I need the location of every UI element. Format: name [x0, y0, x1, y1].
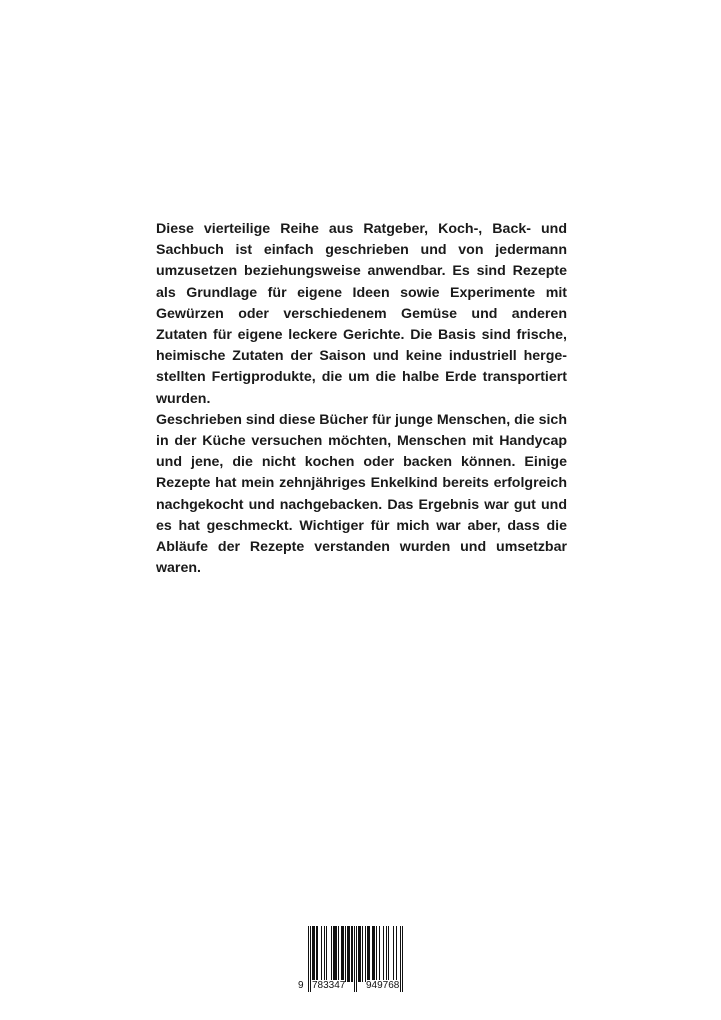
barcode-bar — [372, 926, 373, 982]
barcode-bar — [358, 926, 359, 982]
barcode-bar — [365, 926, 366, 982]
barcode-bar — [360, 926, 361, 982]
blurb-paragraph-1: Diese vierteilige Reihe aus Ratgeber, Koch-, Back- und Sachbuch ist einfach geschrieben und von jedermann umzusetzen beziehungsweise anwendbar. Es sind Rezepte als Grundlage für eigene Ideen sowie Experimente mit Gewürzen oder verschiedenem Gemüse und anderen Zutaten für eigene leckere Gerichte. Die Basis sind frische, heimische Zutaten der Saison und keine industriell hergestellten Fertigprodukte, die um die halbe Erde transportiert wurden. — [156, 221, 567, 407]
barcode-bar — [342, 926, 343, 982]
barcode-bar — [334, 926, 335, 982]
barcode-bar — [326, 926, 327, 982]
barcode-bar — [324, 926, 325, 982]
barcode-bar — [312, 926, 313, 982]
barcode-bar — [317, 926, 318, 982]
barcode-bar — [396, 926, 397, 982]
barcode-bar — [343, 926, 344, 982]
isbn-barcode — [298, 926, 416, 994]
barcode-bar — [383, 926, 384, 982]
barcode-bar — [386, 926, 387, 982]
barcode-bar — [347, 926, 348, 982]
barcode-bar — [393, 926, 394, 982]
barcode-bar — [351, 926, 352, 982]
barcode-bar — [373, 926, 374, 982]
barcode-bar — [362, 926, 363, 982]
barcode-bar — [314, 926, 315, 982]
barcode-bar — [379, 926, 380, 982]
blurb-paragraph-2: Geschrieben sind diese Bücher für junge Menschen, die sich in der Küche versuchen möchten, Menschen mit Handycap und jene, die nicht kochen oder backen können. Einige Rezepte hat mein zehnjähriges Enkelkind bereits erfolgreich nachgekocht und nachgebacken. Das Ergebnis war gut und es hat geschmeckt. Wichtiger für mich war aber, dass die Abläufe der Rezepte verstanden wurden und umsetzbar waren. — [156, 411, 567, 577]
barcode-bar — [374, 926, 375, 982]
barcode-bar — [316, 926, 317, 982]
barcode-bar — [313, 926, 314, 982]
barcode-bar — [335, 926, 336, 982]
barcode-bar — [345, 926, 346, 982]
back-cover-blurb — [156, 219, 567, 579]
barcode-bar — [359, 926, 360, 982]
barcode-bar — [321, 926, 322, 982]
barcode-bar — [349, 926, 350, 982]
barcode-right-group: 949768 — [366, 980, 400, 991]
barcode-bar — [341, 926, 342, 982]
barcode-bar — [331, 926, 332, 982]
barcode-bar — [348, 926, 349, 982]
barcode-bar — [352, 926, 353, 982]
barcode-left-group: 783347 — [312, 980, 346, 991]
barcode-bar — [333, 926, 334, 982]
barcode-bar — [336, 926, 337, 982]
barcode-bar — [369, 926, 370, 982]
barcode-bar — [338, 926, 339, 982]
barcode-digits — [298, 980, 416, 994]
barcode-bar — [367, 926, 368, 982]
barcode-first-digit: 9 — [298, 980, 304, 991]
barcode-bar — [388, 926, 389, 982]
barcode-bar — [376, 926, 377, 982]
barcode-bar — [368, 926, 369, 982]
